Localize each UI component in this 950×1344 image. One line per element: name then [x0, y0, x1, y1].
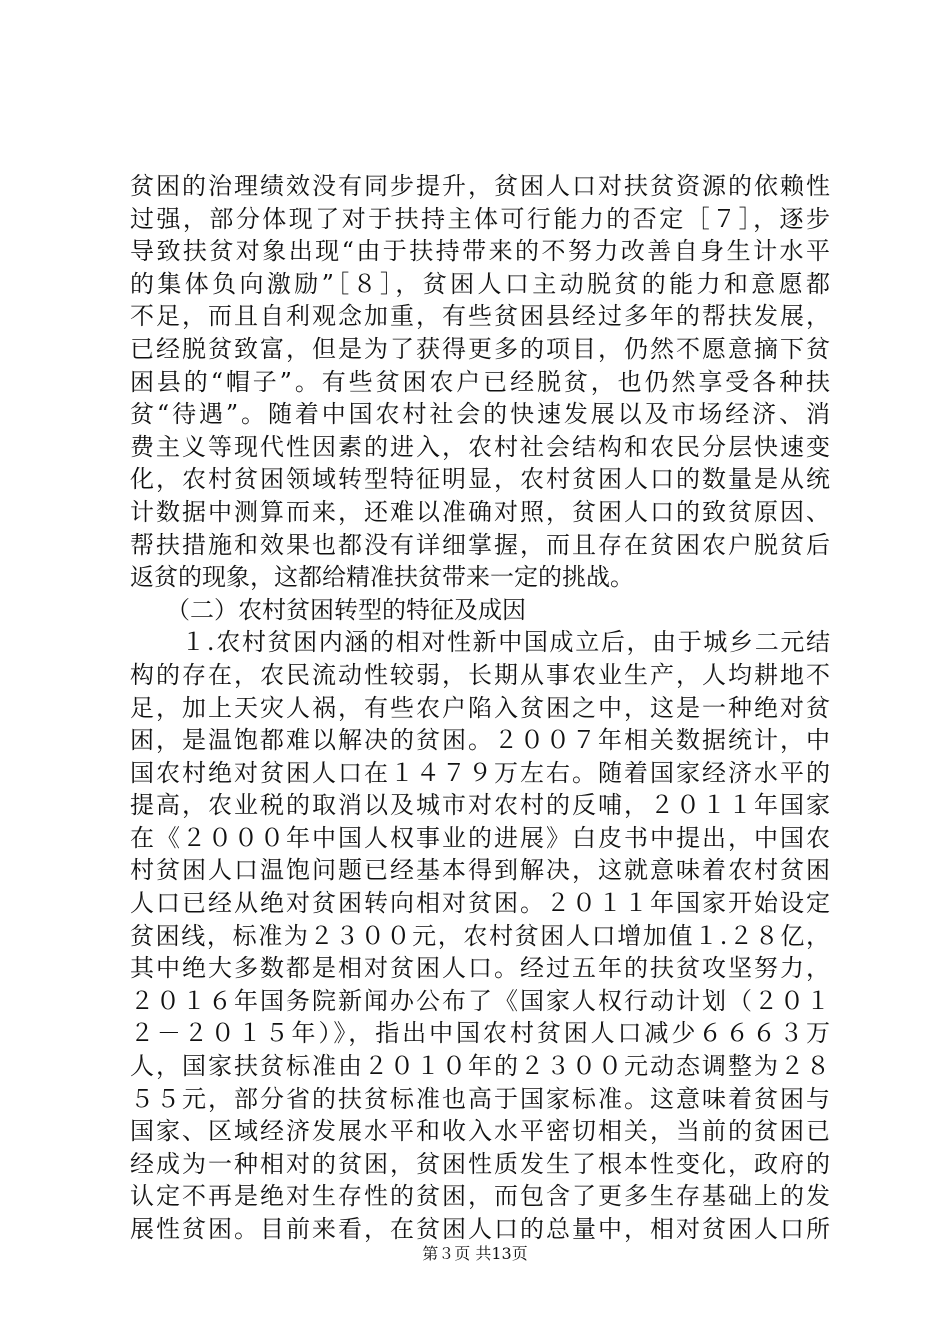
text-line: 困，是温饱都难以解决的贫困。２００７年相关数据统计，中: [130, 726, 830, 755]
text-line: 贫困线，标准为２３００元，农村贫困人口增加值１.２８亿，: [130, 921, 830, 950]
page-footer: 第３页 共13页: [422, 1244, 528, 1263]
text-line: 过强，部分体现了对于扶持主体可行能力的否定［７］，逐步: [130, 204, 830, 233]
text-line: ５５元，部分省的扶贫标准也高于国家标准。这意味着贫困与: [130, 1084, 830, 1113]
text-line: 展性贫困。目前来看，在贫困人口的总量中，相对贫困人口所: [130, 1215, 830, 1243]
body-text: [130, 170, 830, 1246]
text-line: 提高，农业税的取消以及城市对农村的反哺，２０１１年国家: [130, 791, 830, 820]
text-line: 国农村绝对贫困人口在１４７９万左右。随着国家经济水平的: [130, 758, 830, 787]
text-line: 人口已经从绝对贫困转向相对贫困。２０１１年国家开始设定: [130, 889, 830, 918]
text-line: 不足，而且自利观念加重，有些贫困县经过多年的帮扶发展，: [130, 302, 830, 331]
text-line: 足，加上天灾人祸，有些农户陷入贫困之中，这是一种绝对贫: [130, 693, 830, 722]
text-line: 村贫困人口温饱问题已经基本得到解决，这就意味着农村贫困: [130, 856, 830, 885]
text-line: 贫困的治理绩效没有同步提升，贫困人口对扶贫资源的依赖性: [130, 172, 830, 200]
text-line: 在《２０００年中国人权事业的进展》白皮书中提出，中国农: [130, 823, 830, 852]
text-line: 返贫的现象，这都给精准扶贫带来一定的挑战。: [130, 563, 634, 592]
text-line: 人，国家扶贫标准由２０１０年的２３００元动态调整为２８: [130, 1052, 830, 1081]
text-line: 的集体负向激励”［８］，贫困人口主动脱贫的能力和意愿都: [130, 269, 830, 298]
text-line: （二）农村贫困转型的特征及成因: [130, 595, 526, 624]
text-line: 贫“待遇”。随着中国农村社会的快速发展以及市场经济、消: [130, 400, 830, 429]
text-line: 其中绝大多数都是相对贫困人口。经过五年的扶贫攻坚努力，: [130, 954, 830, 983]
text-line: 困县的“帽子”。有些贫困农户已经脱贫，也仍然享受各种扶: [130, 367, 830, 396]
text-line: ２－２０１５年）》，指出中国农村贫困人口减少６６６３万: [130, 1019, 830, 1048]
text-line: ２０１６年国务院新闻办公布了《国家人权行动计划（２０１: [130, 986, 830, 1015]
text-line: 认定不再是绝对生存性的贫困，而包含了更多生存基础上的发: [130, 1182, 830, 1211]
text-line: 国家、区域经济发展水平和收入水平密切相关，当前的贫困已: [130, 1117, 830, 1146]
text-line: 费主义等现代性因素的进入，农村社会结构和农民分层快速变: [130, 432, 830, 461]
text-line: １.农村贫困内涵的相对性新中国成立后，由于城乡二元结: [130, 628, 830, 657]
text-line: 已经脱贫致富，但是为了获得更多的项目，仍然不愿意摘下贫: [130, 334, 830, 363]
text-line: 构的存在，农民流动性较弱，长期从事农业生产，人均耕地不: [130, 660, 830, 689]
text-line: 帮扶措施和效果也都没有详细掌握，而且存在贫困农户脱贫后: [130, 530, 830, 559]
text-line: 计数据中测算而来，还难以准确对照，贫困人口的致贫原因、: [130, 497, 830, 526]
text-line: 导致扶贫对象出现“由于扶持带来的不努力改善自身生计水平: [130, 237, 830, 266]
text-line: 化，农村贫困领域转型特征明显，农村贫困人口的数量是从统: [130, 465, 830, 494]
text-line: 经成为一种相对的贫困，贫困性质发生了根本性变化，政府的: [130, 1149, 830, 1178]
